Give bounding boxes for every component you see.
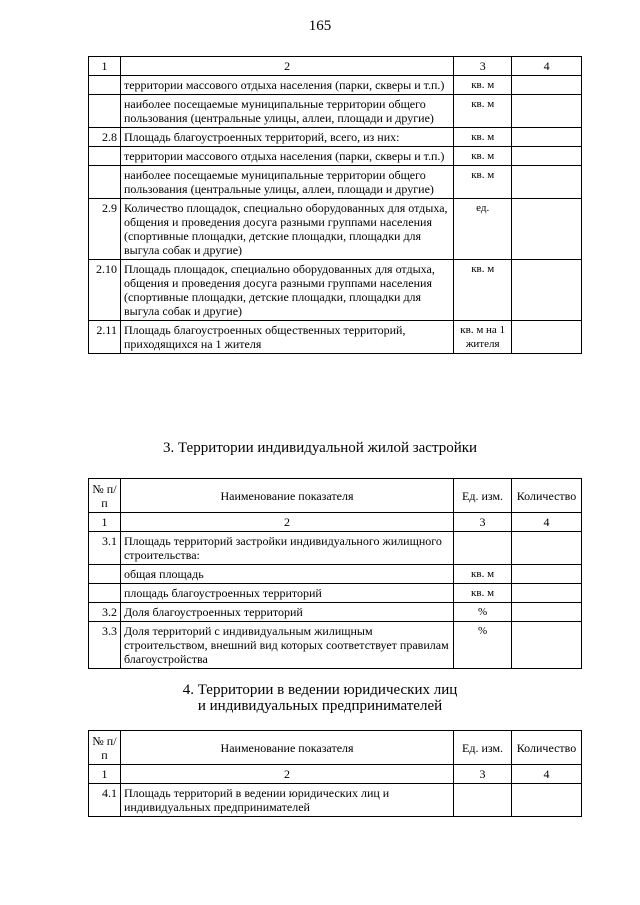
column-number: 3 [454,513,512,532]
row-number: 3.2 [89,603,121,622]
table-row [89,532,582,565]
row-number: 2.11 [89,321,121,354]
table-section-3 [88,478,582,669]
table-row [89,603,582,622]
unit-of-measure: кв. м [454,584,512,603]
column-number: 3 [454,765,512,784]
column-number: 1 [89,57,121,76]
indicator-value [512,128,582,147]
column-header-value: Количество [512,731,582,765]
column-header-name: Наименование показателя [120,479,453,513]
unit-of-measure: % [454,603,512,622]
indicator-name: Площадь благоустроенных общественных территорий, приходящихся на 1 жителя [120,321,453,354]
indicator-name: площадь благоустроенных территорий [120,584,453,603]
indicator-name: наиболее посещаемые муниципальные территории общего пользования (центральные улицы, аллеи, площади и другие) [120,166,453,199]
unit-of-measure: кв. м [454,147,512,166]
table-row [89,76,582,95]
row-number [89,166,121,199]
column-number-row [89,57,582,76]
table-section-2-continued [88,56,582,354]
indicator-name: Доля территорий с индивидуальным жилищным строительством, внешний вид которых соответствует правилам благоустройства [120,622,453,669]
indicator-name: Площадь благоустроенных территорий, всего, из них: [120,128,453,147]
column-header-row [89,731,582,765]
table-row [89,784,582,817]
column-number-row [89,513,582,532]
indicator-value [512,784,582,817]
column-number: 3 [454,57,512,76]
table-row [89,321,582,354]
column-number: 1 [89,765,121,784]
indicator-name: наиболее посещаемые муниципальные территории общего пользования (центральные улицы, аллеи, площади и другие) [120,95,453,128]
row-number [89,565,121,584]
row-number: 3.3 [89,622,121,669]
indicator-value [512,199,582,260]
unit-of-measure: % [454,622,512,669]
column-number: 2 [120,765,453,784]
table-section-4 [88,730,582,817]
column-number: 1 [89,513,121,532]
table-row [89,584,582,603]
unit-of-measure [454,784,512,817]
indicator-name: общая площадь [120,565,453,584]
unit-of-measure: кв. м на 1 жителя [454,321,512,354]
indicator-value [512,76,582,95]
row-number: 3.1 [89,532,121,565]
row-number: 2.9 [89,199,121,260]
section-3-title: 3. Территории индивидуальной жилой застройки [162,440,478,456]
column-header-value: Количество [511,479,581,513]
indicator-value [512,147,582,166]
table-row [89,166,582,199]
column-header-number: № п/п [89,731,121,765]
indicator-value [512,166,582,199]
section-4-title-line-2: и индивидуальных предпринимателей [197,698,443,714]
column-number-row [89,765,582,784]
column-header-row [89,479,582,513]
indicator-name: Площадь территорий застройки индивидуального жилищного строительства: [120,532,453,565]
row-number: 4.1 [89,784,121,817]
indicator-value [512,260,582,321]
unit-of-measure: кв. м [454,128,512,147]
table-row [89,199,582,260]
unit-of-measure: кв. м [454,95,512,128]
indicator-name: Доля благоустроенных территорий [120,603,453,622]
column-number: 4 [512,57,582,76]
column-number: 4 [512,765,582,784]
table-row [89,260,582,321]
unit-of-measure: кв. м [454,76,512,95]
indicator-name: территории массового отдыха населения (парки, скверы и т.п.) [120,76,453,95]
indicator-name: Площадь территорий в ведении юридических лиц и индивидуальных предпринимателей [120,784,453,817]
indicator-name: территории массового отдыха населения (парки, скверы и т.п.) [120,147,453,166]
column-number: 2 [120,513,453,532]
column-number: 4 [511,513,581,532]
column-header-name: Наименование показателя [120,731,453,765]
table-row [89,128,582,147]
column-header-unit: Ед. изм. [454,479,512,513]
unit-of-measure: кв. м [454,260,512,321]
section-4-title [0,682,640,714]
unit-of-measure: кв. м [454,166,512,199]
indicator-value [512,95,582,128]
column-header-unit: Ед. изм. [454,731,512,765]
indicator-value [511,622,581,669]
table-row [89,622,582,669]
table-row [89,147,582,166]
row-number [89,584,121,603]
indicator-value [511,565,581,584]
unit-of-measure [454,532,512,565]
row-number [89,76,121,95]
unit-of-measure: ед. [454,199,512,260]
table-row [89,565,582,584]
table-row [89,95,582,128]
indicator-value [511,532,581,565]
indicator-name: Количество площадок, специально оборудованных для отдыха, общения и проведения досуга разными группами населения (спортивные площадки, детские площадки, площадки для выгула собак и другие) [120,199,453,260]
indicator-name: Площадь площадок, специально оборудованных для отдыха, общения и проведения досуга разными группами населения (спортивные площадки, детские площадки, площадки для выгула собак и другие) [120,260,453,321]
indicator-value [511,603,581,622]
row-number: 2.10 [89,260,121,321]
row-number [89,147,121,166]
indicator-value [512,321,582,354]
page-number: 165 [308,18,332,34]
section-4-title-line-1: 4. Территории в ведении юридических лиц [182,682,458,698]
column-number: 2 [120,57,453,76]
column-header-number: № п/п [89,479,121,513]
row-number: 2.8 [89,128,121,147]
indicator-value [511,584,581,603]
unit-of-measure: кв. м [454,565,512,584]
row-number [89,95,121,128]
